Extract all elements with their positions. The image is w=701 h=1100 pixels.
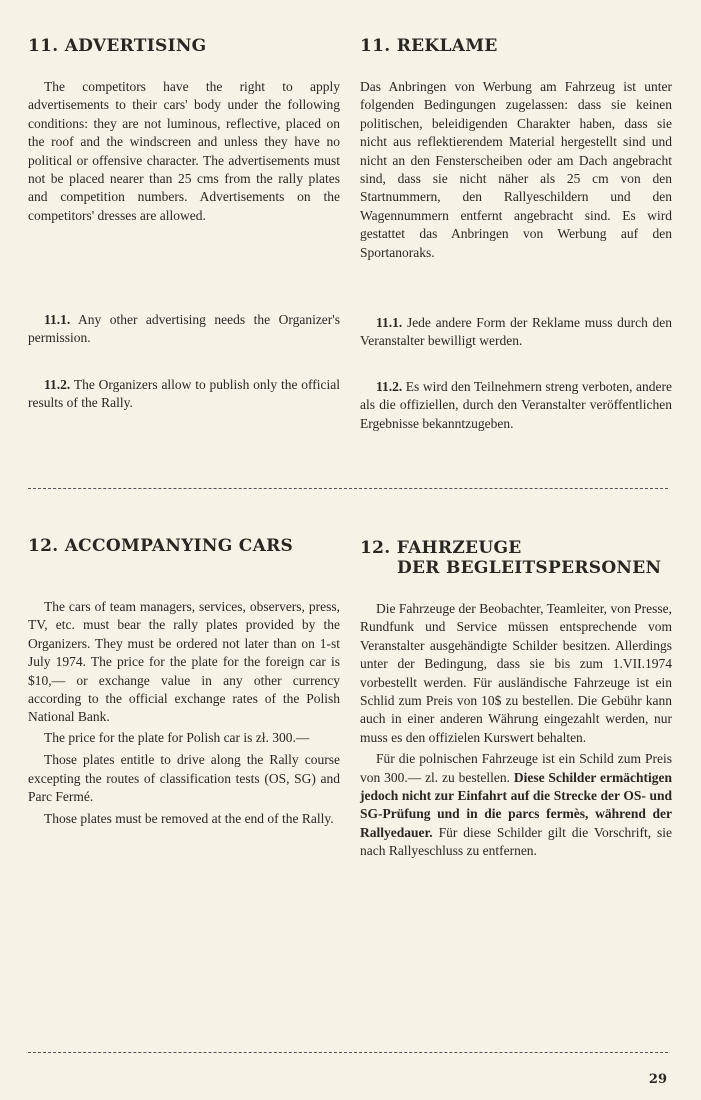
clause-number: 11.1. [376,315,403,330]
clause-11-2-german [360,378,672,433]
paragraph [360,314,672,351]
section-11-english-body [28,78,340,225]
footer-divider [28,1052,668,1053]
paragraph: Das Anbringen von Werbung am Fahrzeug ist unter folgenden Bedingungen zugelassen: dass sie keinen politischen, beleidigenden Charakter haben, dass sie nicht aus reflektierendem Material hergestellt sind und nicht an den Fensterscheiben oder am Dach angebracht sind, dass sie nicht näher als 25 cm von den Startnummern, den Rallyeschildern und den Wagennummern entfernt angebracht sind. Es wird gestattet das Anbringen von Werbung auf den Sportanoraks. [360,79,672,260]
clause-11-1-german [360,314,672,351]
section-title: 11. ADVERTISING [28,36,207,56]
clause-11-2-english [28,376,340,413]
text-span: Für diese Schilder gilt die Vorschrift, sie nach Rallyeschluss zu entfernen. [360,824,672,859]
paragraph: Those plates entitle to drive along the Rally course excepting the routes of classification tests (OS, SG) and Parc Fermé. [28,752,340,805]
paragraph: Die Fahrzeuge der Beobachter, Teamleiter, von Presse, Rundfunk und Service müssen entsprechende vom Veranstalter ausgehändigte Schilder besitzen. Allerdings unter der Bedingung, dass sie bis zum 1.VII.1974 vorbestellt werden. Für ausländische Fahrzeuge ist ein Schlid zum Preis von 10$ zu bestellen. Die Gebühr kann auch in einer anderen Währung eingezahlt werden, nur muss es den offizielen Kurswert behalten. [360,601,672,745]
section-12-german [360,538,680,578]
section-11-german-body [360,78,672,262]
clause-text: Any other advertising needs the Organizer's permission. [28,312,340,346]
clause-text: Jede andere Form der Reklame muss durch den Veranstalter bewilligt werden. [360,315,673,349]
paragraph: The cars of team managers, services, observers, press, TV, etc. must bear the rally plates provided by the Organizers. They must be ordered not later than on 1-st July 1974. The price for the plate for the foreign car is $10,— or exchange value in any other currency according to the official exchange rates of the Polish National Bank. [28,599,340,725]
paragraph: Those plates must be removed at the end of the Rally. [44,811,334,827]
page-number: 29 [648,1072,667,1087]
paragraph [28,376,340,413]
text-span: Für die polnischen Fahrzeuge ist ein Schild zum Preis von 300.— zl. zu bestellen. [360,751,672,785]
title-line-1: 12. FAHRZEUGE [360,538,522,558]
clause-number: 11.2. [376,379,403,394]
section-title: 11. REKLAME [360,36,498,56]
section-title: 12. ACCOMPANYING CARS [28,536,294,556]
section-11-german [360,36,672,56]
section-12-german-body [360,600,672,861]
clause-text: The Organizers allow to publish only the official results of the Rally. [28,377,340,411]
section-12-english-body [28,598,340,829]
clause-number: 11.1. [44,312,71,327]
paragraph [28,311,340,348]
section-11-english [28,36,340,56]
bold-text-span: Diese Schilder ermächtigen jedoch nicht zur Einfahrt auf die Strecke der OS- und SG-Prüfung und in die parcs fermès, während der Rallyedauer. [360,769,673,840]
section-12-english [28,536,340,556]
paragraph [360,750,672,860]
title-line-2: DER BEGLEITSPERSONEN [397,558,662,578]
paragraph [360,378,672,433]
paragraph: The price for the plate for Polish car is zł. 300.— [44,729,310,745]
clause-text: Es wird den Teilnehmern streng verboten, andere als die offiziellen, durch den Veranstalter veröffentlichen Ergebnisse bekanntzugeben. [360,379,673,431]
section-divider [28,488,668,489]
paragraph: The competitors have the right to apply advertisements to their cars' body under the following conditions: they are not luminous, reflective, placed on the roof and the windscreen and unless they have no political or offensive character. The advertisements must not be placed nearer than 25 cms from the rally plates and competition numbers. Advertisements on the competitors' dresses are allowed. [28,79,340,223]
clause-11-1-english [28,311,340,348]
section-title [360,538,680,578]
clause-number: 11.2. [44,377,71,392]
